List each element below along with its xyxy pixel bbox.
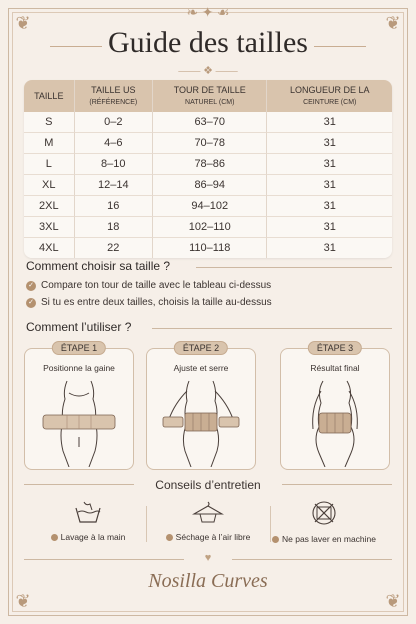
- care-label: Ne pas laver en machine: [281, 534, 377, 544]
- check-icon: ✓: [26, 281, 36, 291]
- cell-us: 22: [74, 238, 152, 258]
- table-header-row: [24, 80, 392, 112]
- care-item: [264, 500, 384, 544]
- cell-waist: 86–94: [152, 175, 266, 196]
- step-badge: ÉTAPE 1: [52, 341, 106, 355]
- cell-size: 4XL: [24, 238, 74, 258]
- step-badge: ÉTAPE 2: [174, 341, 228, 355]
- header-waist: TOUR DE TAILLE NATUREL (CM): [152, 80, 266, 112]
- air-dry-icon: [192, 500, 224, 524]
- cell-waist: 70–78: [152, 133, 266, 154]
- cell-size: XL: [24, 175, 74, 196]
- usage-heading: Comment l’utiliser ?: [26, 320, 132, 334]
- care-heading: Conseils d’entretien: [155, 478, 261, 492]
- cell-length: 31: [266, 238, 392, 258]
- step-card-3: [280, 343, 390, 470]
- care-item: [28, 500, 148, 542]
- cell-size: S: [24, 112, 74, 133]
- tip-text: Compare ton tour de taille avec le tableau ci-dessus: [41, 280, 272, 291]
- table-row: [24, 154, 392, 175]
- choose-size-heading: Comment choisir sa taille ?: [26, 259, 171, 273]
- tip-item: [26, 297, 272, 308]
- divider: [146, 506, 147, 542]
- cell-us: 16: [74, 196, 152, 217]
- table-row: [24, 196, 392, 217]
- cell-size: 3XL: [24, 217, 74, 238]
- header-us-size: TAILLE US (RÉFÉRENCE): [74, 80, 152, 112]
- table-row: [24, 112, 392, 133]
- no-machine-wash-icon: [311, 500, 337, 526]
- table-row: [24, 238, 392, 258]
- cell-length: 31: [266, 154, 392, 175]
- cell-size: L: [24, 154, 74, 175]
- care-label: Séchage à l’air libre: [175, 532, 251, 542]
- care-label: Lavage à la main: [60, 532, 126, 542]
- cell-waist: 110–118: [152, 238, 266, 258]
- corner-ornament-icon: ❦: [385, 13, 401, 33]
- care-item: [148, 500, 268, 542]
- cell-us: 0–2: [74, 112, 152, 133]
- cell-length: 31: [266, 175, 392, 196]
- body-result-icon: [295, 377, 375, 467]
- corner-ornament-icon: ❦: [385, 591, 401, 611]
- header-size: TAILLE: [24, 80, 74, 112]
- table-row: [24, 133, 392, 154]
- cell-us: 4–6: [74, 133, 152, 154]
- table-row: [24, 217, 392, 238]
- cell-waist: 63–70: [152, 112, 266, 133]
- cell-us: 18: [74, 217, 152, 238]
- step-badge: ÉTAPE 3: [308, 341, 362, 355]
- tip-item: [26, 280, 271, 291]
- cell-length: 31: [266, 217, 392, 238]
- cell-length: 31: [266, 133, 392, 154]
- body-position-icon: [39, 377, 119, 467]
- table-row: [24, 175, 392, 196]
- step-caption: Positionne la gaine: [43, 363, 115, 373]
- hand-wash-icon: [74, 500, 102, 524]
- brand-logo: Nosilla Curves: [148, 570, 268, 592]
- cell-length: 31: [266, 112, 392, 133]
- cell-waist: 78–86: [152, 154, 266, 175]
- step-caption: Résultat final: [310, 363, 360, 373]
- cell-size: M: [24, 133, 74, 154]
- section-rule: [196, 267, 392, 268]
- step-card-2: [146, 343, 256, 470]
- corner-ornament-icon: ❦: [15, 13, 31, 33]
- cell-waist: 102–110: [152, 217, 266, 238]
- section-rule: [152, 328, 392, 329]
- top-ornament-icon: ❧ ✦ ☙: [186, 6, 230, 21]
- header-length: LONGUEUR DE LA CEINTURE (CM): [266, 80, 392, 112]
- cell-us: 12–14: [74, 175, 152, 196]
- check-icon: ✓: [26, 298, 36, 308]
- cell-size: 2XL: [24, 196, 74, 217]
- step-caption: Ajuste et serre: [173, 363, 229, 373]
- body-tighten-icon: [161, 377, 241, 467]
- heart-icon: ♥: [204, 552, 212, 564]
- cell-us: 8–10: [74, 154, 152, 175]
- size-table: [24, 80, 392, 258]
- corner-ornament-icon: ❦: [15, 591, 31, 611]
- cell-waist: 94–102: [152, 196, 266, 217]
- step-card-1: [24, 343, 134, 470]
- tip-text: Si tu es entre deux tailles, choisis la taille au-dessus: [41, 297, 272, 308]
- page-title: Guide des tailles: [108, 26, 308, 59]
- title-ornament-icon: —— ❖ ——: [178, 65, 238, 77]
- cell-length: 31: [266, 196, 392, 217]
